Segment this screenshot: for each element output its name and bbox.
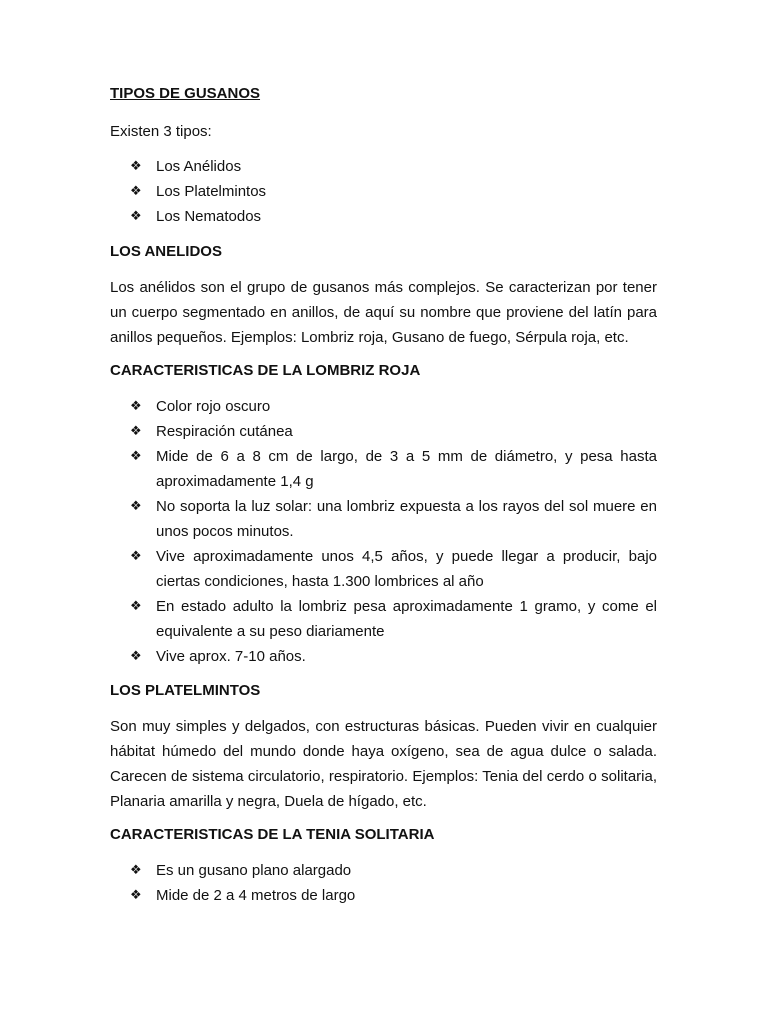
list-item (130, 394, 657, 419)
diamond-bullet-icon: ❖ (130, 599, 142, 614)
list-item-text: Vive aproximadamente unos 4,5 años, y puede llegar a producir, bajo ciertas condiciones, hasta 1.300 lombrices al año (156, 548, 657, 590)
list-item-text: Color rojo oscuro (156, 398, 271, 415)
diamond-bullet-icon: ❖ (130, 549, 142, 564)
section-heading-tenia: CARACTERISTICAS DE LA TENIA SOLITARIA (110, 826, 435, 843)
list-item (130, 544, 657, 594)
list-item (130, 883, 657, 908)
list-item (130, 419, 657, 444)
diamond-bullet-icon: ❖ (130, 159, 142, 174)
list-item-text: Es un gusano plano alargado (156, 862, 352, 879)
list-item (130, 858, 657, 883)
diamond-bullet-icon: ❖ (130, 399, 142, 414)
list-item-text: Vive aprox. 7-10 años. (156, 648, 306, 665)
list-item-text: En estado adulto la lombriz pesa aproximadamente 1 gramo, y come el equivalente a su peso diariamente (156, 598, 657, 640)
diamond-bullet-icon: ❖ (130, 888, 142, 903)
diamond-bullet-icon: ❖ (130, 449, 142, 464)
list-item (130, 594, 657, 644)
lombriz-list (110, 394, 657, 669)
list-item (130, 644, 657, 669)
section-heading-lombriz: CARACTERISTICAS DE LA LOMBRIZ ROJA (110, 362, 421, 379)
list-item-text: Respiración cutánea (156, 423, 293, 440)
list-item-text: Mide de 6 a 8 cm de largo, de 3 a 5 mm de diámetro, y pesa hasta aproximadamente 1,4 g (156, 448, 657, 490)
diamond-bullet-icon: ❖ (130, 863, 142, 878)
document-page (110, 84, 657, 908)
list-item-text: Los Platelmintos (156, 183, 267, 200)
diamond-bullet-icon: ❖ (130, 209, 142, 224)
diamond-bullet-icon: ❖ (130, 499, 142, 514)
list-item (130, 204, 657, 229)
types-list (110, 154, 657, 229)
list-item-text: Mide de 2 a 4 metros de largo (156, 887, 356, 904)
list-item (130, 494, 657, 544)
list-item (130, 179, 657, 204)
document-title: TIPOS DE GUSANOS (110, 85, 261, 102)
tenia-list (110, 858, 657, 908)
section-heading-platelmintos: LOS PLATELMINTOS (110, 682, 261, 699)
intro-text: Existen 3 tipos: (110, 123, 212, 140)
anelidos-paragraph: Los anélidos son el grupo de gusanos más complejos. Se caracterizan por tener un cuerpo segmentado en anillos, de aquí su nombre que proviene del latín para anillos pequeños. Ejemplos: Lombriz roja, Gusano de fuego, Sérpula roja, etc. (110, 279, 657, 346)
diamond-bullet-icon: ❖ (130, 184, 142, 199)
diamond-bullet-icon: ❖ (130, 424, 142, 439)
platelmintos-paragraph: Son muy simples y delgados, con estructuras básicas. Pueden vivir en cualquier hábitat húmedo del mundo donde haya oxígeno, sea de agua dulce o salada. Carecen de sistema circulatorio, respiratorio. Ejemplos: Tenia del cerdo o solitaria, Planaria amarilla y negra, Duela de hígado, etc. (110, 718, 657, 810)
section-heading-anelidos: LOS ANELIDOS (110, 243, 222, 260)
list-item-text: No soporta la luz solar: una lombriz expuesta a los rayos del sol muere en unos pocos minutos. (156, 498, 657, 540)
list-item (130, 444, 657, 494)
list-item (130, 154, 657, 179)
diamond-bullet-icon: ❖ (130, 649, 142, 664)
list-item-text: Los Nematodos (156, 208, 262, 225)
list-item-text: Los Anélidos (156, 158, 242, 175)
